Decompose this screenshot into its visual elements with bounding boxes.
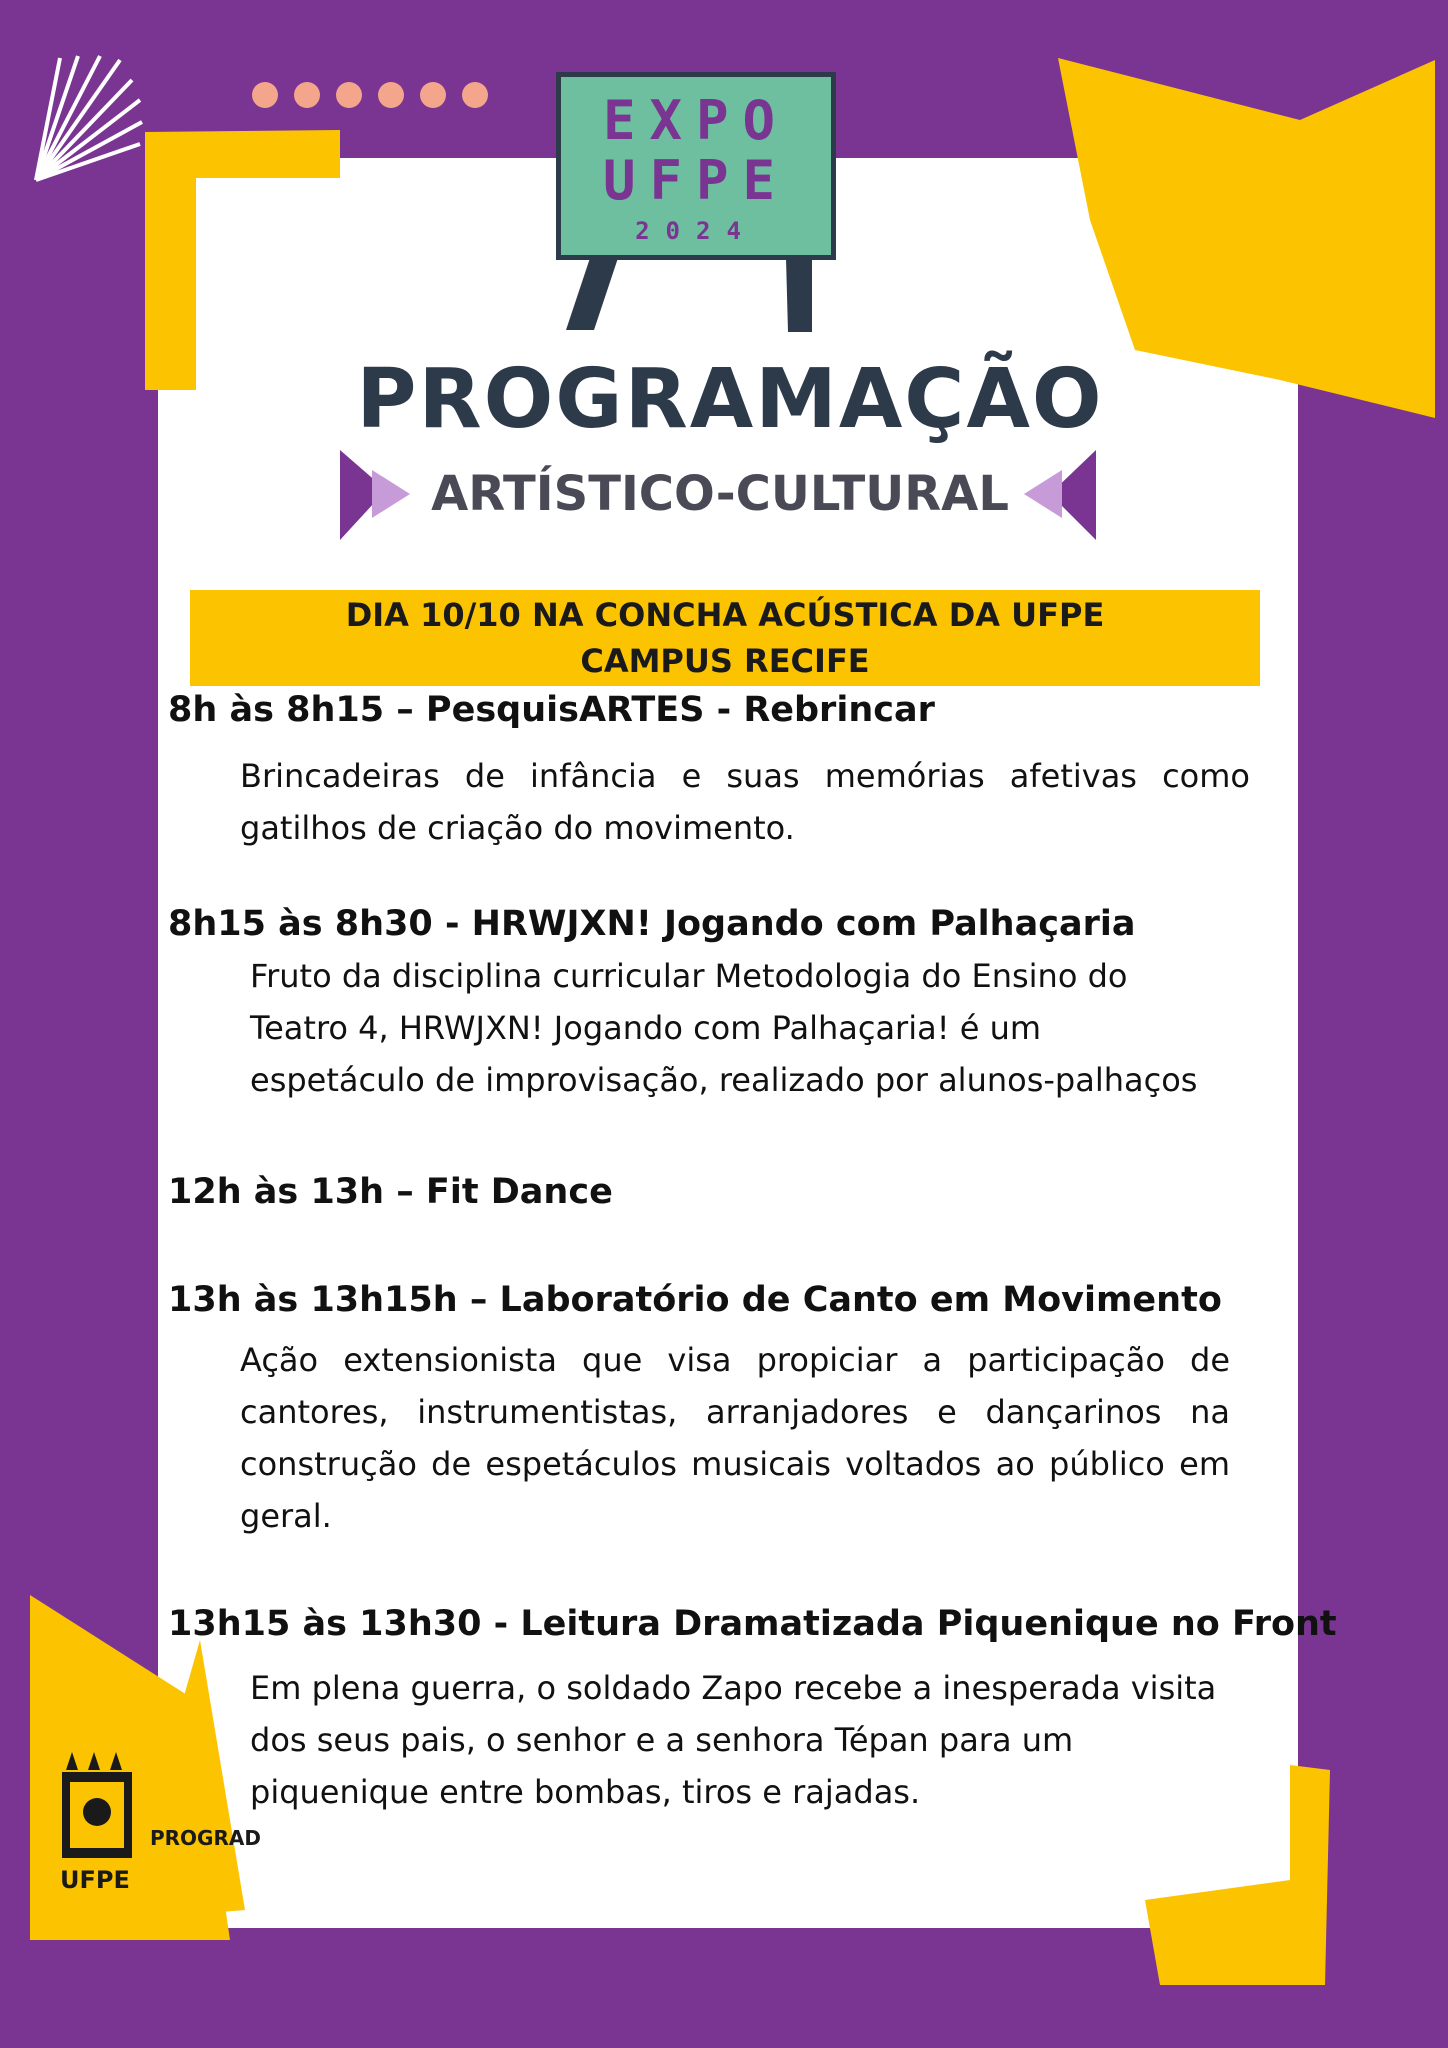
sign-line-ufpe: UFPE	[602, 149, 790, 212]
event-description-line: Fruto da disciplina curricular Metodologia do Ensino do	[250, 957, 1128, 995]
event-title: 8h às 8h15 – PesquisARTES - Rebrincar	[168, 690, 935, 730]
event-title: 13h às 13h15h – Laboratório de Canto em Movimento	[168, 1280, 1222, 1320]
decorative-dots	[252, 82, 512, 112]
arrow-right-icon	[340, 450, 410, 540]
event-title: 8h15 às 8h30 - HRWJXN! Jogando com Palhaçaria	[168, 904, 1136, 944]
page-title: PROGRAMAÇÃO	[356, 352, 1104, 447]
event-description	[250, 1662, 1290, 1818]
event-title: 12h às 13h – Fit Dance	[168, 1172, 613, 1212]
banner-line-date: DIA 10/10 NA CONCHA ACÚSTICA DA UFPE	[345, 596, 1105, 634]
arrow-left-icon	[1024, 450, 1096, 540]
yellow-corner-top-left	[145, 130, 340, 390]
event-description: Ação extensionista que visa propiciar a participação de cantores, instrumentistas, arranjadores e dançarinos na construção de espetáculos musicais voltados ao público em geral.	[240, 1341, 1230, 1535]
event-description: Brincadeiras de infância e suas memórias afetivas como gatilhos de criação do movimento.	[240, 757, 1250, 847]
ufpe-logo-label: UFPE	[60, 1866, 130, 1894]
event-title: 13h15 às 13h30 - Leitura Dramatizada Piquenique no Front	[168, 1604, 1337, 1644]
prograd-logo-label: PROGRAD	[150, 1826, 261, 1850]
date-location-banner	[190, 590, 1260, 686]
sign-year: 2024	[635, 217, 757, 245]
sign-line-expo: EXPO	[602, 89, 790, 152]
banner-line-campus: CAMPUS RECIFE	[580, 642, 870, 680]
sunburst-icon	[36, 56, 142, 180]
event-description-line: espetáculo de improvisação, realizado por alunos-palhaços	[250, 1061, 1198, 1099]
page-subtitle: ARTÍSTICO-CULTURAL	[431, 466, 1009, 522]
sign-post-left	[566, 258, 618, 330]
event-description-line: Em plena guerra, o soldado Zapo recebe a inesperada visita	[250, 1669, 1217, 1707]
event-description-line: piquenique entre bombas, tiros e rajadas.	[250, 1773, 921, 1811]
sign-post-right	[786, 258, 812, 332]
event-description-line: Teatro 4, HRWJXN! Jogando com Palhaçaria! é um	[250, 1009, 1042, 1047]
expo-ufpe-sign	[556, 72, 836, 260]
event-description-line: dos seus pais, o senhor e a senhora Tépan para um	[250, 1721, 1074, 1759]
event-description	[250, 950, 1290, 1106]
